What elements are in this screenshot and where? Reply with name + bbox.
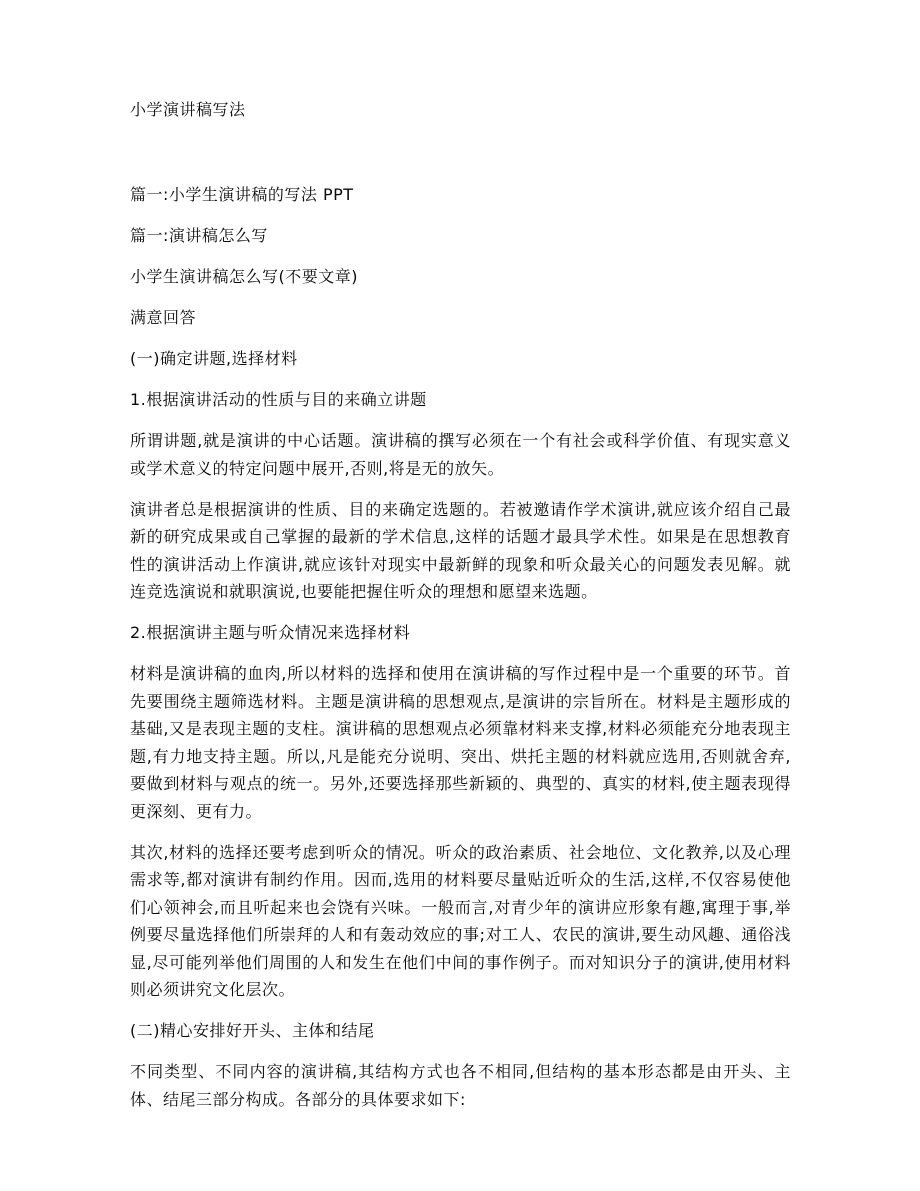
paragraph-body-2: 演讲者总是根据演讲的性质、目的来确定选题的。若被邀请作学术演讲,就应该介绍自己最新的研究成果或自己掌握的最新的学术信息,这样的话题才最具学术性。如果是在思想教育性的演讲活动上作演讲,就应该针对现实中最新鲜的现象和听众最关心的问题发表见解。就连竞选演说和就职演说,也要能把握住听众的理想和愿望来选题。 — [130, 499, 791, 601]
paragraph-subsection-1-heading: 1.根据演讲活动的性质与目的来确立讲题 — [130, 390, 427, 409]
paragraph-heading-pian1: 篇一:演讲稿怎么写 — [130, 226, 268, 245]
paragraph-body-5: 不同类型、不同内容的演讲稿,其结构方式也各不相同,但结构的基本形态都是由开头、主体、结尾三部分构成。各部分的具体要求如下: — [130, 1062, 791, 1109]
paragraph-body-4: 其次,材料的选择还要考虑到听众的情况。听众的政治素质、社会地位、文化教养,以及心理需求等,都对演讲有制约作用。因而,选用的材料要尽量贴近听众的生活,这样,不仅容易使他们心领神会,而且听起来也会饶有兴味。一般而言,对青少年的演讲应形象有趣,寓理于事,举例要尽量选择他们所崇拜的人和有轰动效应的事;对工人、农民的演讲,要生动风趣、通俗浅显,尽可能列举他们周围的人和发生在他们中间的事作例子。而对知识分子的演讲,使用材料则必须讲究文化层次。 — [130, 842, 791, 999]
paragraph-heading-pian1-ppt: 篇一:小学生演讲稿的写法 PPT — [130, 185, 354, 204]
document-title: 小学演讲稿写法 — [130, 100, 246, 119]
paragraph-question: 小学生演讲稿怎么写(不要文章) — [130, 267, 358, 286]
paragraph-section-1-heading: (一)确定讲题,选择材料 — [130, 349, 298, 368]
paragraph-body-3: 材料是演讲稿的血肉,所以材料的选择和使用在演讲稿的写作过程中是一个重要的环节。首先要围绕主题筛选材料。主题是演讲稿的思想观点,是演讲的宗旨所在。材料是主题形成的基础,又是表现主题的支柱。演讲稿的思想观点必须靠材料来支撑,材料必须能充分地表现主题,有力地支持主题。所以,凡是能充分说明、突出、烘托主题的材料就应选用,否则就舍弃,要做到材料与观点的统一。另外,还要选择那些新颖的、典型的、真实的材料,使主题表现得更深刻、更有力。 — [130, 664, 791, 821]
paragraph-satisfied-answer: 满意回答 — [130, 308, 197, 327]
paragraph-section-2-heading: (二)精心安排好开头、主体和结尾 — [130, 1021, 375, 1040]
paragraph-body-1: 所谓讲题,就是演讲的中心话题。演讲稿的撰写必须在一个有社会或科学价值、有现实意义或学术意义的特定问题中展开,否则,将是无的放矢。 — [130, 431, 791, 478]
paragraph-subsection-2-heading: 2.根据演讲主题与听众情况来选择材料 — [130, 623, 411, 642]
